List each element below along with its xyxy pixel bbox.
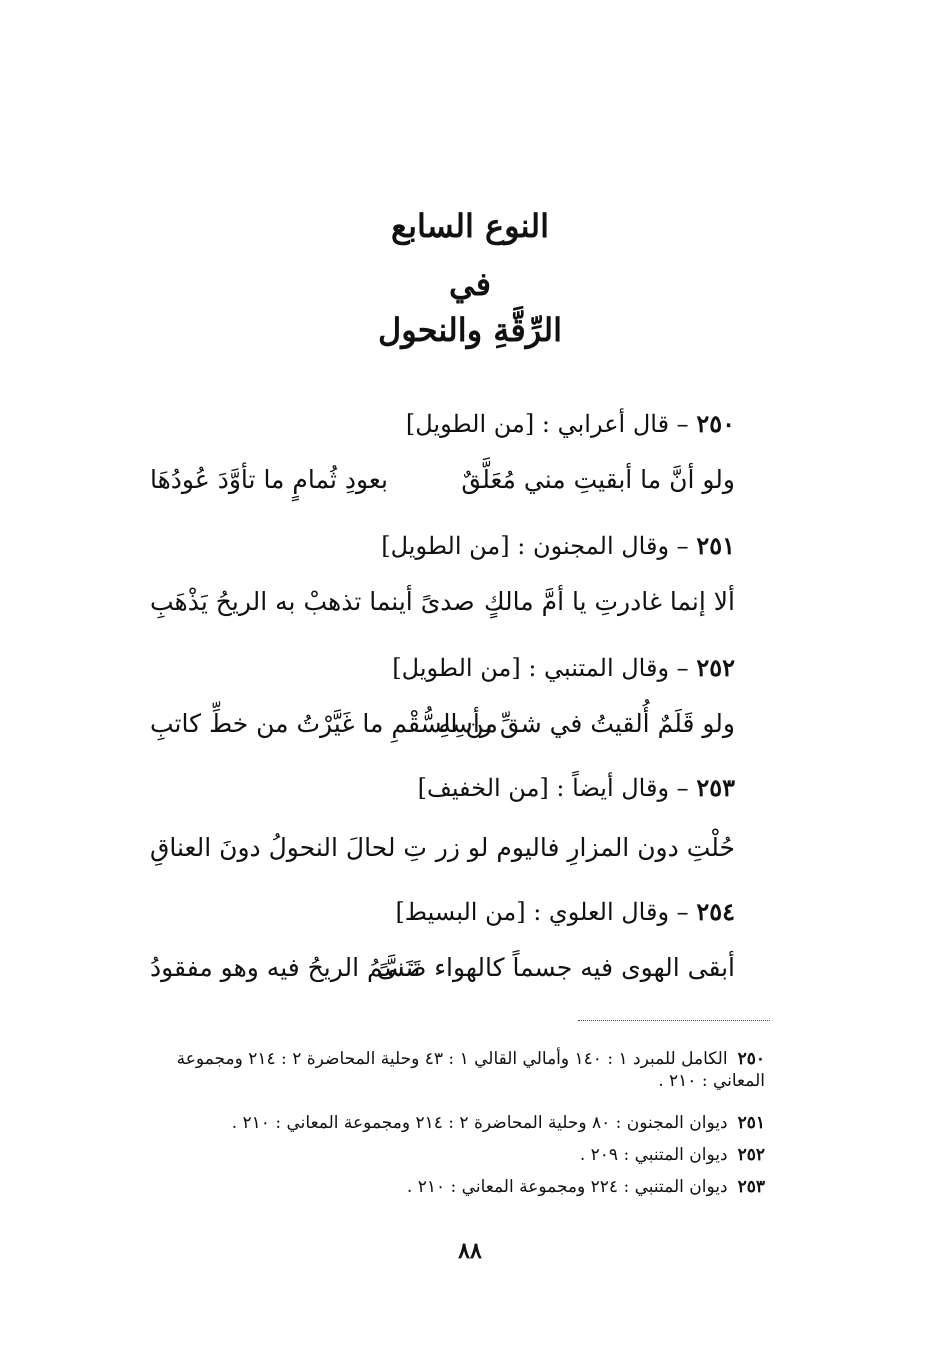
verse-first-hemistich: أبقى الهوى فيه جسماً كالهواء ضنىً xyxy=(376,953,735,982)
footnote-text: ديوان المجنون : ٨٠ وحلية المحاضرة ٢ : ٢١٤ ومجموعة المعاني : ٢١٠ . xyxy=(231,1113,728,1133)
chapter-title-connector: في xyxy=(449,265,491,303)
entry-251-header xyxy=(150,531,735,560)
footnote-number: ٢٥٢ xyxy=(737,1145,765,1165)
footnote-253 xyxy=(120,1176,765,1198)
entry-number: ٢٥٠ xyxy=(696,409,735,438)
footnote-text: ديوان المتنبي : ٢٠٩ . xyxy=(579,1145,728,1165)
verse-second-hemistich: بعودِ ثُمامٍ ما تأوَّدَ عُودُهَا xyxy=(150,465,388,494)
entry-254-verse xyxy=(150,948,735,988)
entry-intro: – وقال أيضاً : [من الخفيف] xyxy=(417,774,689,802)
footnote-number: ٢٥٠ xyxy=(737,1049,765,1069)
footnote-number: ٢٥٣ xyxy=(737,1177,765,1197)
verse-first-hemistich: حُلْتِ دون المزارِ فاليوم لو زر xyxy=(435,833,735,862)
verse-first-hemistich: ولو أنَّ ما أبقيتِ مني مُعَلَّقٌ xyxy=(461,465,735,494)
entry-252-header xyxy=(150,653,735,682)
chapter-subtitle: الرِّقَّةِ والنحول xyxy=(377,311,563,349)
entry-253-verse xyxy=(150,828,735,868)
entry-number: ٢٥٣ xyxy=(696,773,735,802)
entry-intro: – وقال المتنبي : [من الطويل] xyxy=(392,654,689,682)
verse-second-hemistich: تَنَسَّمُ الريحُ فيه وهو مفقودُ xyxy=(150,953,421,982)
entry-251-verse xyxy=(150,582,735,622)
entry-number: ٢٥١ xyxy=(696,531,735,560)
page-number: ٨٨ xyxy=(458,1238,482,1264)
entry-252-verse xyxy=(150,704,735,744)
entry-253-header xyxy=(150,773,735,802)
footnote-separator xyxy=(578,1020,770,1021)
entry-254-header xyxy=(150,897,735,926)
footnote-252 xyxy=(120,1144,765,1166)
chapter-title: النوع السابع xyxy=(391,207,549,245)
footnote-251 xyxy=(120,1112,765,1134)
verse-first-hemistich: ألا إنما غادرتِ يا أمَّ مالكٍ xyxy=(483,587,735,616)
entry-intro: – وقال المجنون : [من الطويل] xyxy=(381,532,689,560)
footnote-number: ٢٥١ xyxy=(737,1113,765,1133)
entry-250-verse xyxy=(150,460,735,500)
verse-second-hemistich: تِ لحالَ النحولُ دونَ العناقِ xyxy=(150,833,427,862)
verse-second-hemistich: صدىً أينما تذهبْ به الريحُ يَذْهَبِ xyxy=(150,587,475,616)
verse-first-hemistich: ولو قَلَمٌ أُلقيتُ في شقِّ رأسِهِ xyxy=(438,709,735,738)
entry-intro: – قال أعرابي : [من الطويل] xyxy=(405,410,689,438)
verse-second-hemistich: من السُّقْمِ ما غَيَّرْتُ من خطِّ كاتبِ xyxy=(150,709,498,738)
footnote-text: الكامل للمبرد ١ : ١٤٠ وأمالي القالي ١ : ٤٣ وحلية المحاضرة ٢ : ٢١٤ ومجموعة المعاني : ٢١٠ . xyxy=(176,1049,765,1091)
entry-number: ٢٥٤ xyxy=(696,897,735,926)
footnote-250 xyxy=(120,1048,765,1092)
entry-intro: – وقال العلوي : [من البسيط] xyxy=(395,898,689,926)
footnote-text: ديوان المتنبي : ٢٢٤ ومجموعة المعاني : ٢١٠ . xyxy=(406,1177,728,1197)
entry-250-header xyxy=(150,409,735,438)
entry-number: ٢٥٢ xyxy=(696,653,735,682)
